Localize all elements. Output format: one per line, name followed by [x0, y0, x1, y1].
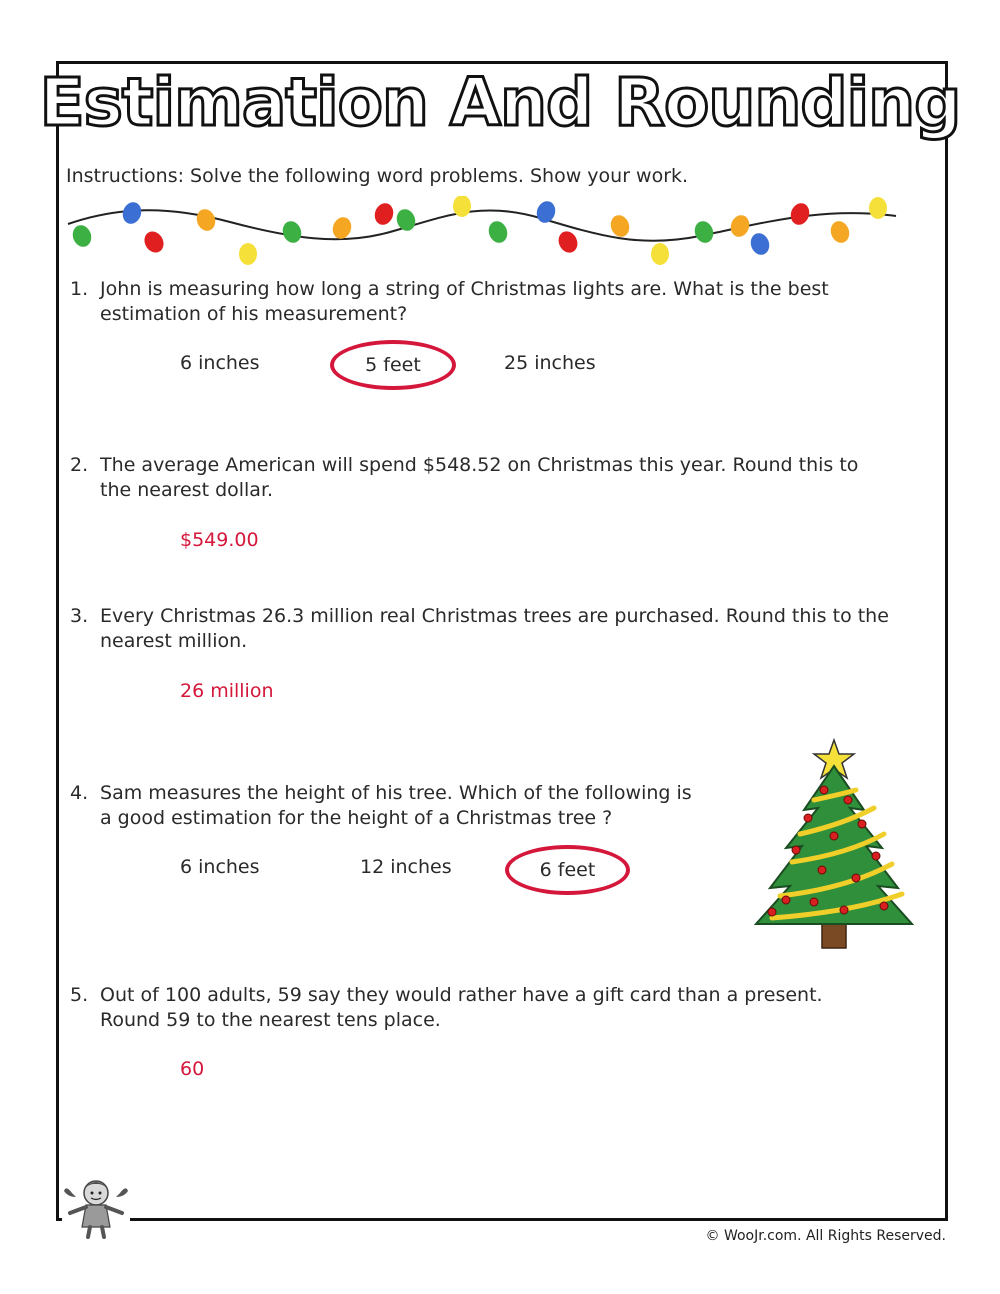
question-text-continued: Round 59 to the nearest tens place. [100, 1009, 441, 1031]
question-number: 4. [70, 782, 89, 804]
question-2 [70, 453, 930, 503]
question-text: Sam measures the height of his tree. Which of the following is [100, 782, 692, 804]
question-4 [70, 781, 740, 831]
question-1 [70, 277, 930, 327]
option-1c: 25 inches [504, 352, 596, 374]
page-title: Estimation And Rounding [39, 64, 961, 141]
instructions: Instructions: Solve the following word problems. Show your work. [66, 165, 689, 187]
question-number: 2. [70, 454, 89, 476]
circled-answer-1: 5 feet [330, 340, 456, 390]
christmas-tree-icon [752, 738, 916, 952]
question-text: John is measuring how long a string of Christmas lights are. What is the best [100, 278, 829, 300]
question-number: 5. [70, 984, 89, 1006]
question-text-continued: nearest million. [100, 630, 248, 652]
question-text: Out of 100 adults, 59 say they would rather have a gift card than a present. [100, 984, 823, 1006]
question-number: 3. [70, 605, 89, 627]
circled-answer-4: 6 feet [505, 845, 630, 895]
question-3 [70, 604, 930, 654]
answer-3: 26 million [180, 680, 274, 702]
answer-5: 60 [180, 1058, 205, 1080]
question-text: The average American will spend $548.52 on Christmas this year. Round this to [100, 454, 859, 476]
kid-mascot-icon [62, 1175, 130, 1239]
question-text-continued: a good estimation for the height of a Christmas tree ? [100, 807, 613, 829]
option-4a: 6 inches [180, 856, 260, 878]
answer-2: $549.00 [180, 529, 259, 551]
question-text-continued: estimation of his measurement? [100, 303, 408, 325]
question-number: 1. [70, 278, 89, 300]
copyright-notice: © WooJr.com. All Rights Reserved. [705, 1228, 946, 1244]
option-1a: 6 inches [180, 352, 260, 374]
question-5 [70, 983, 930, 1033]
question-text: Every Christmas 26.3 million real Christmas trees are purchased. Round this to the [100, 605, 889, 627]
option-4b: 12 inches [360, 856, 452, 878]
christmas-lights-icon [60, 196, 900, 268]
question-text-continued: the nearest dollar. [100, 479, 274, 501]
